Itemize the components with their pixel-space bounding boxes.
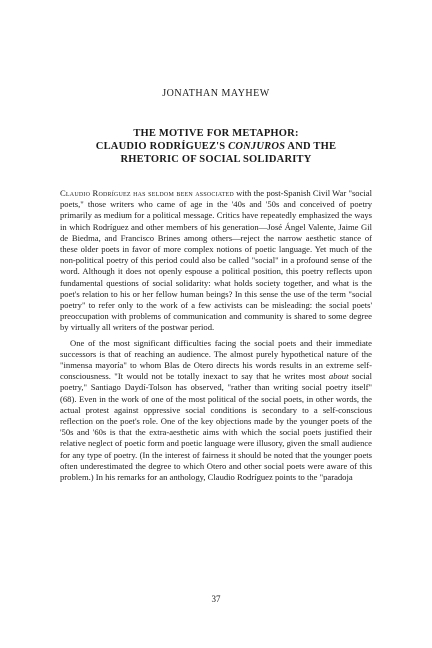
- title-line-1: THE MOTIVE FOR METAPHOR:: [133, 128, 299, 139]
- paragraph-2-part-1: One of the most significant difficulties facing the social poets and their immediate successors is that of reaching an audience. The almost purely hypothetical nature of the "inmensa mayoría" to whom Blas de Otero directs his words results in an extreme self-consciousness. "It would not be totally inexact to say that he writes most: [60, 337, 372, 382]
- paragraph-2: [60, 338, 372, 484]
- author-name: JONATHAN MAYHEW: [162, 88, 270, 99]
- title-line-2: [40, 140, 392, 153]
- title-line-2-italic: CONJUROS: [228, 141, 286, 152]
- title-line-3: RHETORIC OF SOCIAL SOLIDARITY: [120, 154, 312, 165]
- paragraph-1: [60, 188, 372, 334]
- article-body: [60, 188, 372, 483]
- page-number: 37: [211, 594, 221, 604]
- title-line-2-suffix: AND THE: [285, 141, 337, 152]
- title-line-2-prefix: CLAUDIO RODRÍGUEZ'S: [95, 141, 229, 152]
- opening-smallcaps: Claudio Rodríguez has seldom been associated: [60, 188, 234, 198]
- paragraph-2-italic: about: [328, 371, 349, 382]
- article-title: [40, 127, 392, 166]
- paragraph-2-part-2: social poetry," Santiago Daydí-Tolson has observed, "rather than writing social poetry itself" (68). Even in the work of one of the most political of the social poets, in other words, the actual protest against oppressive social conditions is secondary to a self-conscious reflection on the poet's role. One of the key objections made by the younger poets of the '50s and '60s is that the extra-aesthetic aims with which the social poets justified their relative neglect of poetic form and poetic language were illusory, given the small audience for any type of poetry. (In the interest of fairness it should be noted that the younger poets often underestimated the degree to which Otero and other social poets were aware of this problem.) In his remarks for an anthology, Claudio Rodríguez points to the "paradoja: [60, 371, 372, 483]
- paragraph-1-text: with the post-Spanish Civil War "social poets," those writers who came of age in the '40s and '50s and conceived of poetry primarily as medium for a political message. Critics have repeatedly emphasized the ways in which Rodríguez and other members of his generation—José Ángel Valente, Jaime Gil de Biedma, and Francisco Brines among others—reject the narrow aesthetic stance of these older poets in favor of more complex notions of poetic language. Yet much of the non-political poetry of this period could also be called "social" in a profound sense of the word. Although it does not openly espouse a political position, this poetry reflects upon fundamental questions of social solidarity: what holds society together, and what is the poet's relation to his or her fellow human beings? In this sense the use of the term "social poetry" to refer only to the work of a few activists can be misleading: the social poets' preoccupation with problems of communication and community is shared to some degree by virtually all writers of the postwar period.: [60, 188, 373, 333]
